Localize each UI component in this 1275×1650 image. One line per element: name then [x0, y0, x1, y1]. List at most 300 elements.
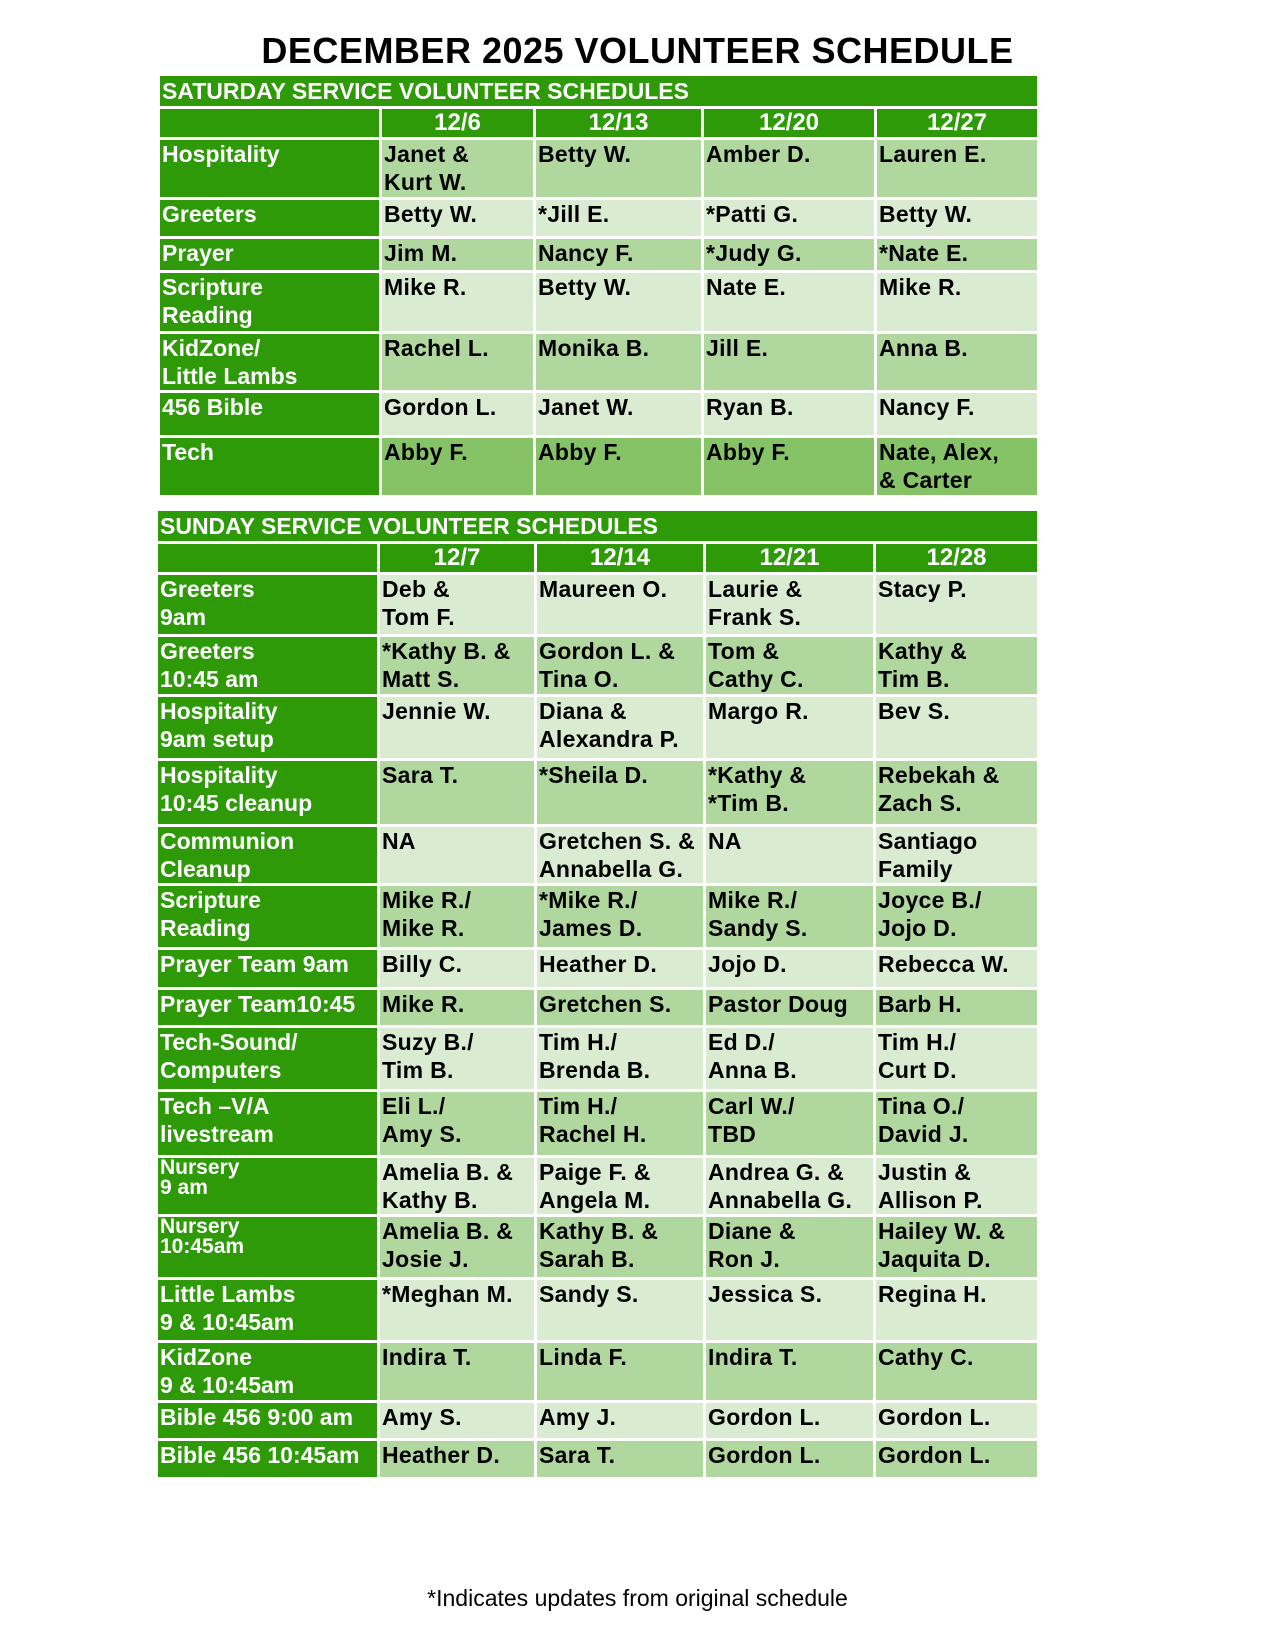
volunteer-name: Suzy B./ [382, 1029, 474, 1055]
volunteer-name: *Tim B. [708, 790, 789, 816]
volunteer-name: Amy J. [539, 1404, 617, 1430]
volunteer-name: Betty W. [538, 141, 632, 167]
date-header: 12/13 [535, 108, 703, 139]
volunteer-cell [535, 392, 703, 437]
schedule-row [157, 1342, 1039, 1402]
volunteer-name: Anna B. [708, 1057, 797, 1083]
schedule-row [157, 636, 1039, 696]
volunteer-name: *Kathy & [708, 762, 807, 788]
saturday-banner-row [159, 75, 1039, 108]
volunteer-cell [379, 574, 536, 636]
schedule-row [159, 199, 1039, 238]
sunday-banner-row [157, 510, 1039, 543]
volunteer-name: Rebekah & [878, 762, 1000, 788]
volunteer-cell [536, 574, 705, 636]
volunteer-cell [875, 1440, 1039, 1479]
volunteer-name: *Patti G. [706, 201, 799, 227]
volunteer-name: Tina O./ [878, 1093, 965, 1119]
volunteer-name: Abby F. [706, 439, 790, 465]
role-label-line: Tech [162, 439, 214, 465]
volunteer-name: Joyce B./ [878, 887, 982, 913]
volunteer-name: Amy S. [382, 1121, 462, 1147]
saturday-date-header-row [159, 108, 1039, 139]
role-label [157, 885, 379, 949]
role-label-line: 9 & 10:45am [160, 1309, 295, 1335]
volunteer-cell [536, 1279, 705, 1342]
date-header: 12/6 [381, 108, 535, 139]
role-label-line: 9am setup [160, 726, 274, 752]
volunteer-name: Tim H./ [878, 1029, 957, 1055]
volunteer-name: Santiago [878, 828, 978, 854]
volunteer-cell [535, 139, 703, 199]
volunteer-cell [536, 1216, 705, 1279]
volunteer-cell [381, 139, 535, 199]
role-label [157, 696, 379, 760]
role-label-line: Nursery [160, 1215, 240, 1238]
role-label-line: Prayer Team10:45 [160, 991, 356, 1017]
role-label [157, 1342, 379, 1402]
volunteer-cell [705, 1216, 875, 1279]
volunteer-cell [705, 1157, 875, 1216]
role-label [157, 760, 379, 826]
volunteer-cell [703, 437, 876, 497]
volunteer-name: Anna B. [879, 335, 968, 361]
schedule-row [157, 1402, 1039, 1440]
volunteer-name: Cathy C. [708, 666, 804, 692]
volunteer-cell [703, 272, 876, 333]
volunteer-name: Curt D. [878, 1057, 957, 1083]
schedule-row [159, 139, 1039, 199]
volunteer-name: Nancy F. [538, 240, 634, 266]
volunteer-cell [705, 1342, 875, 1402]
role-label [157, 1027, 379, 1091]
volunteer-cell [875, 1342, 1039, 1402]
volunteer-name: Tim H./ [539, 1029, 618, 1055]
volunteer-name: *Nate E. [879, 240, 969, 266]
volunteer-cell [875, 949, 1039, 989]
schedule-row [157, 1279, 1039, 1342]
volunteer-cell [705, 1440, 875, 1479]
volunteer-cell [381, 238, 535, 272]
volunteer-name: Stacy P. [878, 576, 967, 602]
role-label [157, 1279, 379, 1342]
volunteer-name: Laurie & [708, 576, 803, 602]
volunteer-name: Linda F. [539, 1344, 628, 1370]
volunteer-name: Frank S. [708, 604, 802, 630]
volunteer-cell [379, 1216, 536, 1279]
role-label-line: Bible 456 9:00 am [160, 1404, 354, 1430]
schedule-row [157, 885, 1039, 949]
volunteer-name: Margo R. [708, 698, 809, 724]
volunteer-cell [876, 392, 1039, 437]
volunteer-cell [379, 1091, 536, 1157]
role-label [157, 636, 379, 696]
volunteer-cell [535, 437, 703, 497]
volunteer-name: Sandy S. [539, 1281, 639, 1307]
role-label-line: Prayer [162, 240, 234, 266]
volunteer-name: Tim B. [878, 666, 950, 692]
role-label [157, 574, 379, 636]
role-label-line: KidZone/ [162, 335, 261, 361]
volunteer-cell [536, 1091, 705, 1157]
volunteer-name: Gretchen S. & [539, 828, 695, 854]
volunteer-cell [705, 885, 875, 949]
volunteer-name: *Mike R./ [539, 887, 638, 913]
volunteer-name: Indira T. [708, 1344, 798, 1370]
role-label-line: Hospitality [162, 141, 280, 167]
role-label-line: Computers [160, 1057, 282, 1083]
volunteer-name: Rachel L. [384, 335, 489, 361]
footnote: *Indicates updates from original schedule [427, 1585, 848, 1611]
volunteer-name: Maureen O. [539, 576, 668, 602]
volunteer-cell [379, 696, 536, 760]
role-label [159, 139, 381, 199]
volunteer-cell [536, 826, 705, 885]
role-label-line: Tech-Sound/ [160, 1029, 298, 1055]
schedule-row [159, 238, 1039, 272]
volunteer-cell [536, 885, 705, 949]
volunteer-cell [703, 333, 876, 392]
schedule-row [157, 760, 1039, 826]
volunteer-name: Heather D. [382, 1442, 501, 1468]
volunteer-name: Alexandra P. [539, 726, 679, 752]
volunteer-cell [705, 1402, 875, 1440]
volunteer-name: Mike R./ [708, 887, 798, 913]
schedule-row [157, 574, 1039, 636]
role-label [159, 392, 381, 437]
role-label [157, 1091, 379, 1157]
schedule-row [157, 949, 1039, 989]
schedule-row [157, 826, 1039, 885]
volunteer-name: Nate E. [706, 274, 787, 300]
volunteer-cell [876, 139, 1039, 199]
volunteer-cell [875, 1402, 1039, 1440]
volunteer-cell [705, 1091, 875, 1157]
volunteer-name: Billy C. [382, 951, 463, 977]
role-label [157, 1402, 379, 1440]
role-label [157, 949, 379, 989]
date-header: 12/7 [379, 543, 536, 574]
volunteer-cell [379, 826, 536, 885]
volunteer-cell [875, 989, 1039, 1027]
volunteer-cell [379, 1027, 536, 1091]
volunteer-cell [705, 696, 875, 760]
volunteer-name: Gordon L. & [539, 638, 676, 664]
volunteer-cell [381, 272, 535, 333]
schedule-row [157, 1216, 1039, 1279]
volunteer-name: *Meghan M. [382, 1281, 513, 1307]
volunteer-name: Diana & [539, 698, 627, 724]
volunteer-cell [379, 1342, 536, 1402]
volunteer-name: Gordon L. [384, 394, 497, 420]
volunteer-cell [379, 989, 536, 1027]
schedule-row [157, 1091, 1039, 1157]
volunteer-name: Justin & [878, 1159, 972, 1185]
role-label-line: Bible 456 10:45am [160, 1442, 360, 1468]
role-label-line: Greeters [162, 201, 257, 227]
volunteer-name: Deb & [382, 576, 450, 602]
volunteer-name: *Jill E. [538, 201, 610, 227]
volunteer-cell [875, 826, 1039, 885]
volunteer-cell [381, 392, 535, 437]
volunteer-cell [536, 1027, 705, 1091]
volunteer-name: Tina O. [539, 666, 619, 692]
volunteer-cell [379, 1402, 536, 1440]
volunteer-name: Jill E. [706, 335, 769, 361]
volunteer-cell [536, 1402, 705, 1440]
volunteer-name: Gordon L. [708, 1442, 821, 1468]
volunteer-name: Jaquita D. [878, 1246, 991, 1272]
volunteer-name: Rebecca W. [878, 951, 1009, 977]
volunteer-cell [875, 574, 1039, 636]
volunteer-name: Mike R./ [382, 887, 472, 913]
volunteer-name: Sandy S. [708, 915, 808, 941]
volunteer-name: Kathy B. [382, 1187, 478, 1213]
volunteer-name: Amelia B. & [382, 1159, 514, 1185]
volunteer-name: Annabella G. [708, 1187, 853, 1213]
date-header: 12/27 [876, 108, 1039, 139]
volunteer-cell [875, 696, 1039, 760]
volunteer-name: Jim M. [384, 240, 458, 266]
volunteer-name: Jojo D. [708, 951, 787, 977]
volunteer-name: Allison P. [878, 1187, 983, 1213]
volunteer-name: Annabella G. [539, 856, 684, 882]
volunteer-name: Carl W./ [708, 1093, 795, 1119]
volunteer-name: Gordon L. [708, 1404, 821, 1430]
schedule-row [159, 333, 1039, 392]
volunteer-name: Nancy F. [879, 394, 975, 420]
schedule-row [157, 696, 1039, 760]
schedule-row [157, 1157, 1039, 1216]
role-label-line: Scripture [162, 274, 263, 300]
volunteer-name: TBD [708, 1121, 757, 1147]
volunteer-cell [875, 1157, 1039, 1216]
role-label-line: 10:45 am [160, 666, 259, 692]
volunteer-cell [536, 949, 705, 989]
volunteer-cell [379, 1279, 536, 1342]
volunteer-name: Abby F. [538, 439, 622, 465]
date-header: 12/14 [536, 543, 705, 574]
volunteer-name: Sara T. [382, 762, 459, 788]
role-label-line: Prayer Team 9am [160, 951, 349, 977]
volunteer-cell [379, 1157, 536, 1216]
volunteer-cell [875, 1279, 1039, 1342]
schedule-row [157, 989, 1039, 1027]
volunteer-name: Sarah B. [539, 1246, 635, 1272]
volunteer-name: Indira T. [382, 1344, 472, 1370]
schedule-row [159, 392, 1039, 437]
volunteer-name: Bev S. [878, 698, 951, 724]
volunteer-name: Mike R. [879, 274, 962, 300]
schedule-row [157, 1440, 1039, 1479]
schedule-row [157, 1027, 1039, 1091]
volunteer-name: James D. [539, 915, 643, 941]
role-label [159, 272, 381, 333]
volunteer-name: Ryan B. [706, 394, 794, 420]
volunteer-name: Tim B. [382, 1057, 454, 1083]
volunteer-cell [535, 238, 703, 272]
volunteer-name: Monika B. [538, 335, 650, 361]
volunteer-cell [705, 949, 875, 989]
volunteer-cell [536, 989, 705, 1027]
header-blank-cell [157, 543, 379, 574]
role-label [157, 989, 379, 1027]
volunteer-name: Gordon L. [878, 1442, 991, 1468]
role-label-line: Scripture [160, 887, 261, 913]
saturday-schedule-table [157, 73, 1040, 498]
role-label [157, 1440, 379, 1479]
volunteer-name: Gordon L. [878, 1404, 991, 1430]
volunteer-name: Tom & [708, 638, 780, 664]
volunteer-cell [379, 636, 536, 696]
volunteer-name: Rachel H. [539, 1121, 647, 1147]
volunteer-name: Kurt W. [384, 169, 467, 195]
volunteer-name: Andrea G. & [708, 1159, 845, 1185]
volunteer-cell [536, 1440, 705, 1479]
volunteer-name: Paige F. & [539, 1159, 651, 1185]
volunteer-name: Barb H. [878, 991, 962, 1017]
volunteer-cell [379, 949, 536, 989]
volunteer-cell [379, 1440, 536, 1479]
volunteer-cell [703, 139, 876, 199]
volunteer-name: Amy S. [382, 1404, 462, 1430]
volunteer-name: Janet & [384, 141, 470, 167]
volunteer-name: Lauren E. [879, 141, 987, 167]
volunteer-cell [536, 1157, 705, 1216]
role-label-line: Nursery [160, 1156, 240, 1179]
volunteer-name: Kathy B. & [539, 1218, 659, 1244]
role-label-line: 456 Bible [162, 394, 263, 420]
role-label-line: 9 & 10:45am [160, 1372, 295, 1398]
volunteer-cell [535, 199, 703, 238]
sunday-schedule-table [155, 508, 1040, 1480]
volunteer-cell [379, 885, 536, 949]
volunteer-cell [705, 1279, 875, 1342]
role-label-line: 10:45am [160, 1235, 245, 1258]
volunteer-cell [536, 760, 705, 826]
sunday-banner: SUNDAY SERVICE VOLUNTEER SCHEDULES [157, 510, 1039, 543]
volunteer-name: Betty W. [538, 274, 632, 300]
volunteer-cell [379, 760, 536, 826]
volunteer-name: Ed D./ [708, 1029, 775, 1055]
volunteer-name: Amber D. [706, 141, 811, 167]
role-label-line: Cleanup [160, 856, 251, 882]
volunteer-cell [705, 989, 875, 1027]
volunteer-cell [875, 760, 1039, 826]
volunteer-cell [381, 333, 535, 392]
volunteer-name: Jennie W. [382, 698, 491, 724]
role-label [157, 826, 379, 885]
role-label [159, 333, 381, 392]
volunteer-name: Angela M. [539, 1187, 651, 1213]
volunteer-name: Betty W. [384, 201, 478, 227]
volunteer-name: Cathy C. [878, 1344, 974, 1370]
role-label [159, 199, 381, 238]
volunteer-cell [876, 199, 1039, 238]
volunteer-name: Ron J. [708, 1246, 781, 1272]
volunteer-cell [535, 333, 703, 392]
volunteer-cell [381, 437, 535, 497]
volunteer-name: & Carter [879, 467, 973, 493]
volunteer-cell [876, 238, 1039, 272]
volunteer-name: NA [382, 828, 416, 854]
page-title: DECEMBER 2025 VOLUNTEER SCHEDULE [261, 30, 1014, 71]
role-label-line: livestream [160, 1121, 274, 1147]
role-label-line: Hospitality [160, 698, 278, 724]
volunteer-name: *Judy G. [706, 240, 802, 266]
volunteer-name: *Kathy B. & [382, 638, 511, 664]
volunteer-name: Pastor Doug [708, 991, 849, 1017]
volunteer-name: Diane & [708, 1218, 796, 1244]
volunteer-name: Mike R. [384, 274, 467, 300]
volunteer-cell [705, 760, 875, 826]
volunteer-name: Josie J. [382, 1246, 469, 1272]
volunteer-name: Amelia B. & [382, 1218, 514, 1244]
role-label-line: KidZone [160, 1344, 252, 1370]
volunteer-name: David J. [878, 1121, 969, 1147]
role-label-line: Greeters [160, 638, 255, 664]
volunteer-cell [536, 636, 705, 696]
role-label-line: Little Lambs [160, 1281, 296, 1307]
volunteer-cell [875, 1027, 1039, 1091]
volunteer-name: Mike R. [382, 915, 465, 941]
volunteer-name: Abby F. [384, 439, 468, 465]
volunteer-name: Gretchen S. [539, 991, 672, 1017]
volunteer-cell [536, 1342, 705, 1402]
volunteer-name: Eli L./ [382, 1093, 446, 1119]
role-label-line: 9 am [160, 1176, 208, 1199]
role-label-line: 10:45 cleanup [160, 790, 313, 816]
role-label [159, 437, 381, 497]
role-label-line: Tech –V/A [160, 1093, 270, 1119]
schedule-row [159, 272, 1039, 333]
role-label [157, 1216, 379, 1279]
volunteer-cell [705, 1027, 875, 1091]
role-label [157, 1157, 379, 1216]
volunteer-cell [875, 636, 1039, 696]
role-label [159, 238, 381, 272]
volunteer-name: Regina H. [878, 1281, 987, 1307]
role-label-line: 9am [160, 604, 207, 630]
volunteer-name: Hailey W. & [878, 1218, 1006, 1244]
volunteer-name: Kathy & [878, 638, 968, 664]
header-blank-cell [159, 108, 381, 139]
volunteer-cell [703, 199, 876, 238]
role-label-line: Greeters [160, 576, 255, 602]
volunteer-cell [703, 238, 876, 272]
volunteer-cell [876, 437, 1039, 497]
volunteer-name: Sara T. [539, 1442, 616, 1468]
saturday-banner: SATURDAY SERVICE VOLUNTEER SCHEDULES [159, 75, 1039, 108]
role-label-line: Reading [160, 915, 251, 941]
volunteer-cell [703, 392, 876, 437]
volunteer-cell [875, 1216, 1039, 1279]
volunteer-name: Betty W. [879, 201, 973, 227]
volunteer-name: Zach S. [878, 790, 962, 816]
volunteer-cell [535, 272, 703, 333]
volunteer-name: NA [708, 828, 742, 854]
date-header: 12/28 [875, 543, 1039, 574]
volunteer-cell [381, 199, 535, 238]
volunteer-name: Nate, Alex, [879, 439, 1000, 465]
date-header: 12/21 [705, 543, 875, 574]
volunteer-name: Tim H./ [539, 1093, 618, 1119]
volunteer-name: Janet W. [538, 394, 634, 420]
volunteer-cell [875, 885, 1039, 949]
volunteer-cell [705, 636, 875, 696]
volunteer-name: Jojo D. [878, 915, 957, 941]
volunteer-cell [536, 696, 705, 760]
